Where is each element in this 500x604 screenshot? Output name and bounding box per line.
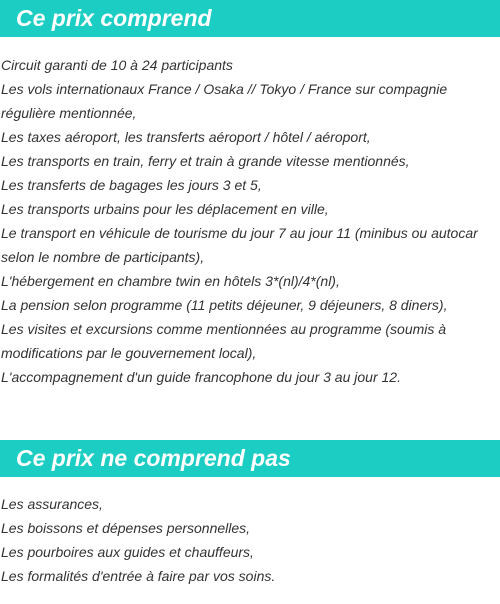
excluded-section-title: Ce prix ne comprend pas xyxy=(0,440,500,477)
excluded-item: Les boissons et dépenses personnelles, xyxy=(1,520,251,536)
included-item: La pension selon programme (11 petits déjeuner, 9 déjeuners, 8 diners), xyxy=(1,297,448,313)
excluded-item: Les formalités d'entrée à faire par vos soins. xyxy=(1,568,276,584)
included-item: Les visites et excursions comme mentionnées au programme (soumis à modifications par le gouvernement local), xyxy=(1,321,447,361)
excluded-item: Les assurances, xyxy=(1,496,103,512)
included-item: Le transport en véhicule de tourisme du jour 7 au jour 11 (minibus ou autocar selon le nombre de participants), xyxy=(1,225,478,265)
excluded-item: Les pourboires aux guides et chauffeurs, xyxy=(1,544,254,560)
included-item: L'accompagnement d'un guide francophone du jour 3 au jour 12. xyxy=(1,369,401,385)
included-item: Les taxes aéroport, les transferts aéroport / hôtel / aéroport, xyxy=(1,129,371,145)
included-items-list xyxy=(0,53,498,389)
included-item: Les transports urbains pour les déplacement en ville, xyxy=(1,201,329,217)
included-section-title: Ce prix comprend xyxy=(0,0,500,37)
included-item: Circuit garanti de 10 à 24 participants xyxy=(1,57,233,73)
included-item: Les transports en train, ferry et train à grande vitesse mentionnés, xyxy=(1,153,410,169)
included-item: L'hébergement en chambre twin en hôtels 3*(nl)/4*(nl), xyxy=(1,273,340,289)
included-item: Les transferts de bagages les jours 3 et 5, xyxy=(1,177,262,193)
excluded-items-list xyxy=(0,492,498,588)
included-item: Les vols internationaux France / Osaka // Tokyo / France sur compagnie régulière mentionnée, xyxy=(1,81,448,121)
